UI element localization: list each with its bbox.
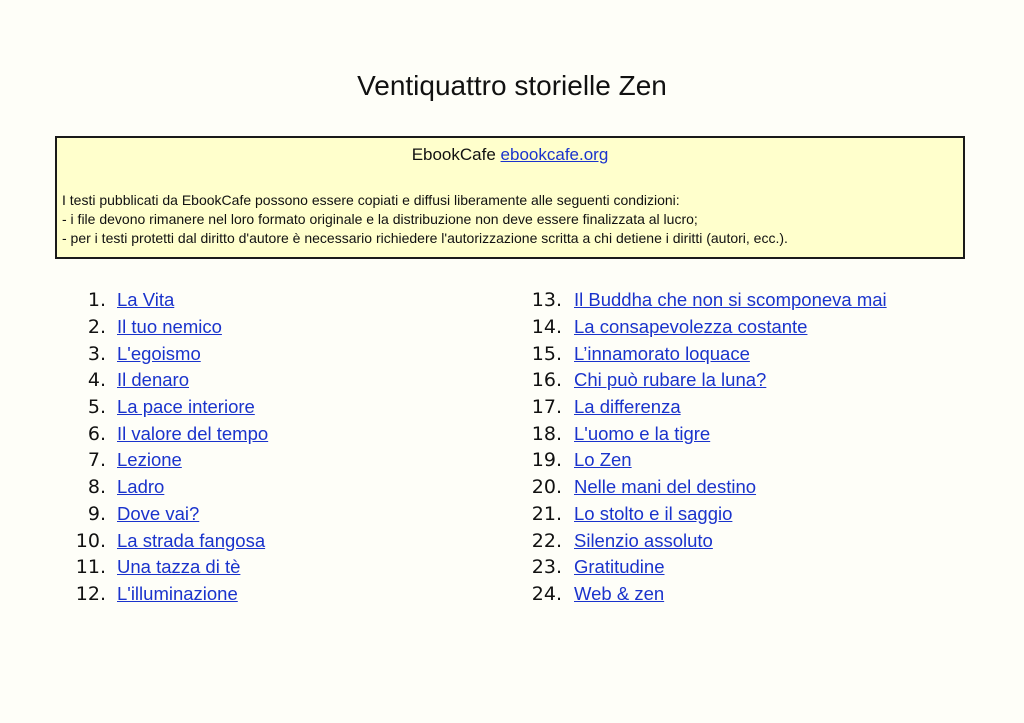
toc-number: 8. [87,476,106,499]
toc-link[interactable]: Il denaro [117,369,189,391]
toc-item [520,420,887,447]
toc-link[interactable]: Il Buddha che non si scomponeva mai [574,289,887,311]
toc-item [70,474,268,501]
toc-link[interactable]: Nelle mani del destino [574,476,757,498]
toc-link[interactable]: Il tuo nemico [117,316,222,338]
toc-item [520,314,887,341]
toc-number: 3. [87,342,106,365]
toc-item [70,287,268,314]
toc-item [520,501,887,528]
table-of-contents-left [70,287,268,607]
toc-number: 12. [75,582,106,605]
terms-line: - i file devono rimanere nel loro formato originale e la distribuzione non deve essere finalizzata al lucro; [62,211,698,227]
toc-link[interactable]: Gratitudine [574,556,665,578]
toc-number: 17. [531,396,562,419]
toc-number: 18. [531,422,562,445]
toc-number: 7. [87,449,106,472]
brand-link[interactable]: ebookcafe.org [500,145,609,164]
toc-number: 11. [75,556,106,579]
toc-item [520,340,887,367]
license-terms [57,191,963,248]
toc-number: 24. [531,582,562,605]
license-notice-box [55,136,965,259]
toc-number: 14. [531,316,562,339]
toc-number: 16. [531,369,562,392]
toc-item [70,394,268,421]
toc-link[interactable]: Lezione [117,449,182,471]
toc-item [70,581,268,608]
toc-item [520,394,887,421]
toc-link[interactable]: Il valore del tempo [117,422,269,444]
table-of-contents-right [520,287,887,607]
toc-number: 13. [531,289,562,312]
toc-item [70,367,268,394]
toc-link[interactable]: La strada fangosa [117,529,266,551]
toc-link[interactable]: Ladro [117,476,165,498]
toc-link[interactable]: Web & zen [574,582,665,604]
toc-item [520,581,887,608]
toc-item [70,420,268,447]
toc-link[interactable]: Una tazza di tè [117,556,241,578]
brand-line [57,145,963,165]
page-title: Ventiquattro storielle Zen [357,70,667,101]
toc-link[interactable]: La Vita [117,289,175,311]
terms-line: I testi pubblicati da EbookCafe possono essere copiati e diffusi liberamente alle seguenti condizioni: [62,192,680,208]
toc-number: 9. [87,502,106,525]
toc-link[interactable]: L'egoismo [117,342,201,364]
toc-item [70,501,268,528]
toc-number: 6. [87,422,106,445]
toc-number: 2. [87,316,106,339]
toc-number: 5. [87,396,106,419]
toc-number: 15. [531,342,562,365]
toc-item [70,554,268,581]
toc-link[interactable]: Chi può rubare la luna? [574,369,767,391]
toc-item [70,447,268,474]
toc-link[interactable]: Lo Zen [574,449,632,471]
toc-link[interactable]: La consapevolezza costante [574,316,808,338]
toc-link[interactable]: Silenzio assoluto [574,529,713,551]
toc-link[interactable]: La pace interiore [117,396,255,418]
toc-link[interactable]: Lo stolto e il saggio [574,502,733,524]
toc-number: 1. [87,289,106,312]
toc-item [70,527,268,554]
toc-item [520,287,887,314]
toc-number: 10. [75,529,106,552]
toc-number: 23. [531,556,562,579]
toc-link[interactable]: L'illuminazione [117,582,238,604]
toc-link[interactable]: Dove vai? [117,502,200,524]
toc-item [520,367,887,394]
toc-link[interactable]: La differenza [574,396,681,418]
toc-number: 22. [531,529,562,552]
terms-line: - per i testi protetti dal diritto d'autore è necessario richiedere l'autorizzazione scritta a chi detiene i diritti (autori, ecc.). [62,230,788,246]
toc-number: 4. [87,369,106,392]
toc-link[interactable]: L'uomo e la tigre [574,422,711,444]
toc-item [70,340,268,367]
brand-name: EbookCafe [411,145,496,164]
toc-item [520,527,887,554]
toc-number: 20. [531,476,562,499]
toc-number: 21. [531,502,562,525]
toc-item [70,314,268,341]
toc-item [520,554,887,581]
toc-number: 19. [531,449,562,472]
toc-item [520,474,887,501]
toc-link[interactable]: L’innamorato loquace [574,342,750,364]
toc-item [520,447,887,474]
